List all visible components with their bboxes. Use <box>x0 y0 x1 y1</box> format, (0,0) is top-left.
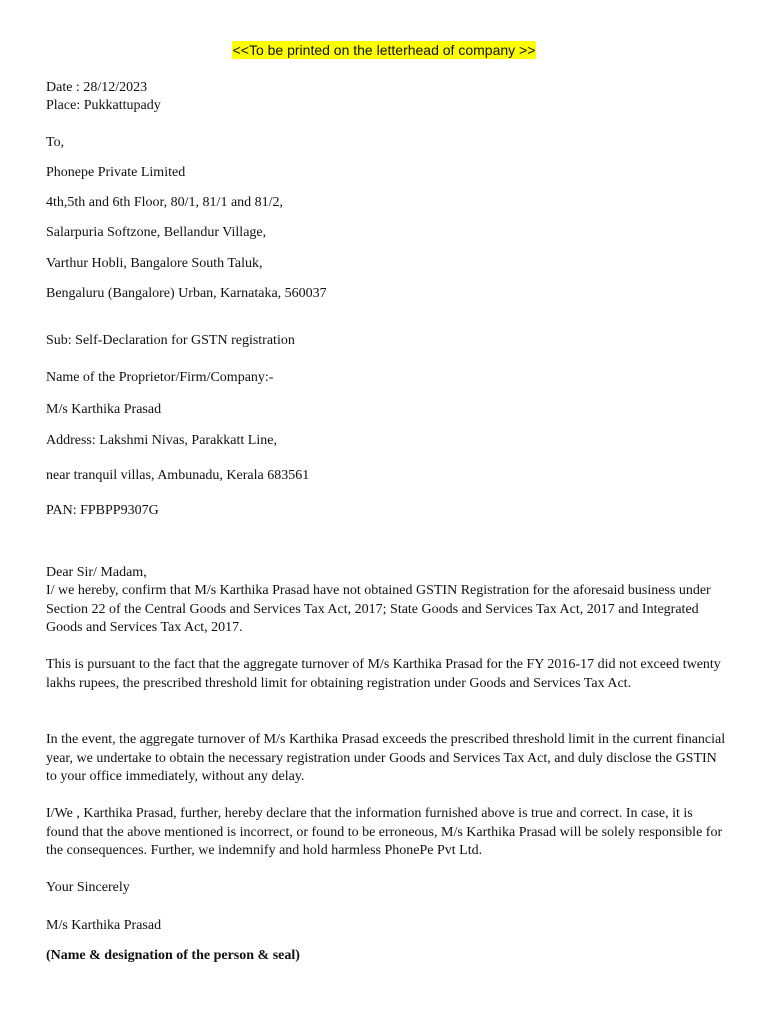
letter-date: Date : 28/12/2023 <box>46 80 148 95</box>
proprietor-pan: PAN: FPBPP9307G <box>46 503 159 518</box>
proprietor-address-line: near tranquil villas, Ambunadu, Kerala 683561 <box>46 468 310 483</box>
letter-place: Place: Pukkattupady <box>46 98 161 113</box>
proprietor-heading: Name of the Proprietor/Firm/Company:- <box>46 370 274 385</box>
letterhead-banner <box>0 41 768 59</box>
subject-line: Sub: Self-Declaration for GSTN registration <box>46 333 295 348</box>
body-paragraph: I/ we hereby, confirm that M/s Karthika Prasad have not obtained GSTIN Registration for the aforesaid business under Section 22 of the Central Goods and Services Tax Act, 2017; State Goods and Services Tax Act, 2017 and Integrated Goods and Services Tax Act, 2017. <box>46 583 711 636</box>
body-paragraph: I/We , Karthika Prasad, further, hereby declare that the information furnished above is true and correct. In case, it is found that the above mentioned is incorrect, or found to be erroneous, M/s Karthika Prasad will be solely responsible for the consequences. Further, we indemnify and hold harmless PhonePe Pvt Ltd. <box>46 806 723 859</box>
recipient-name: Phonepe Private Limited <box>46 165 186 180</box>
recipient-address-line: Varthur Hobli, Bangalore South Taluk, <box>46 256 263 271</box>
to-label: To, <box>46 135 65 150</box>
recipient-address-line: Bengaluru (Bangalore) Urban, Karnataka, 560037 <box>46 286 327 301</box>
recipient-address-line: Salarpuria Softzone, Bellandur Village, <box>46 225 267 240</box>
recipient-address-line: 4th,5th and 6th Floor, 80/1, 81/1 and 81/2, <box>46 195 284 210</box>
salutation: Dear Sir/ Madam, <box>46 565 147 580</box>
proprietor-address-line: Address: Lakshmi Nivas, Parakkatt Line, <box>46 433 277 448</box>
body-paragraph: In the event, the aggregate turnover of M/s Karthika Prasad exceeds the prescribed threshold limit in the current financial year, we undertake to obtain the necessary registration under Goods and Services Tax Act, and duly disclose the GSTIN to your office immediately, without any delay. <box>46 732 726 785</box>
proprietor-name: M/s Karthika Prasad <box>46 402 162 417</box>
signatory-name: M/s Karthika Prasad <box>46 918 162 933</box>
signature-note: (Name & designation of the person & seal) <box>46 948 300 963</box>
letterhead-banner-text: <<To be printed on the letterhead of company >> <box>232 42 536 58</box>
closing-line: Your Sincerely <box>46 880 130 895</box>
body-paragraph: This is pursuant to the fact that the aggregate turnover of M/s Karthika Prasad for the FY 2016-17 did not exceed twenty lakhs rupees, the prescribed threshold limit for obtaining registration under Goods and Services Tax Act. <box>46 657 721 691</box>
